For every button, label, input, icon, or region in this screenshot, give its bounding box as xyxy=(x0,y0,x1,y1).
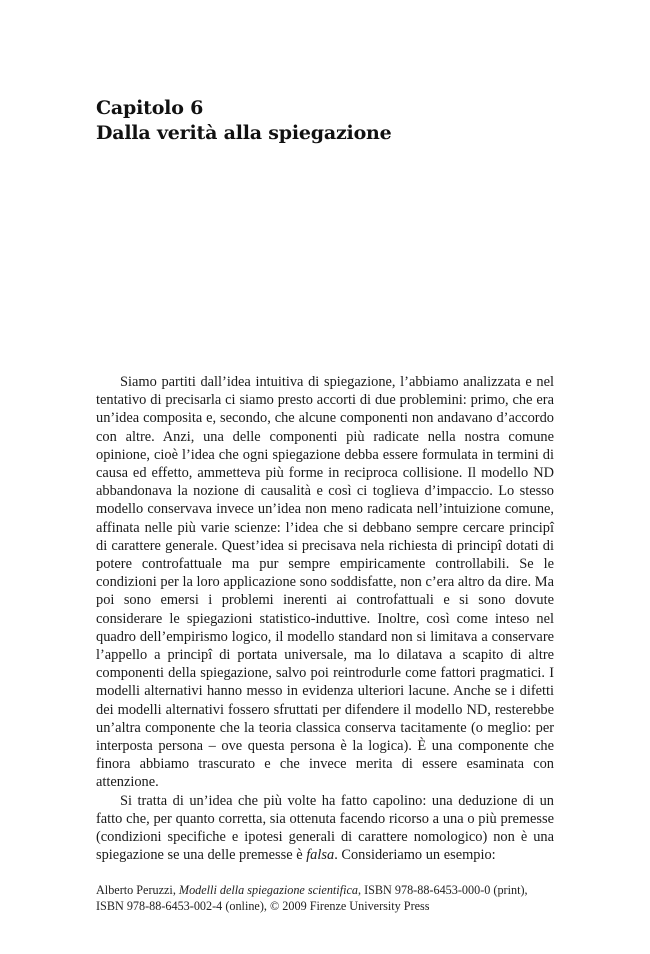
paragraph-text: Siamo partiti dall’idea intuitiva di spiegazione, l’abbiamo analizzata e nel tentativo di precisarla ci siamo presto accorti di due problemini: primo, che era un’idea composita e, secondo, che alcune componenti non andavano d’accordo con altre. Anzi, una delle componenti più radicate nella nostra comune opinione, cioè l’idea che ogni spiegazione debba essere formulata in termini di causa ed effetto, ammetteva più forme in reciproca collisione. Il modello ND abbandonava la nozione di causalità e così ci toglieva d’impaccio. Lo stesso modello conservava invece un’idea non meno radicata nell’intuizione comune, affinata nelle più varie scienze: l’idea che si debbano sempre cercare principî di carattere generale. Quest’idea si precisava nela richiesta di principî dotati di potere controfattuale ma pur sempre empiricamente controllabili. Se le condizioni per la loro applicazione sono soddisfatte, non c’era altro da dire. Ma poi sono emersi i problemi inerenti ai controfattuali e si sono dovute considerare le spiegazioni statistico-induttive. Inoltre, così come inteso nel quadro dell’empirismo logico, il modello standard non si limitava a conservare l’appello a principî di portata universale, ma lo dilatava a scapito di altre componenti della spiegazione, salvo poi reintrodurle come fattori pragmatici. I modelli alternativi hanno messo in evidenza ulteriori lacune. Anche se i difetti dei modelli alternativi fossero sfruttati per difendere il modello ND, resterebbe un’altra componente che la teoria classica conserva tacitamente (o meglio: per interposta persona – ove questa persona è la logica). È una componente che finora abbiamo trascurato e che invece merita di essere esaminata con attenzione. xyxy=(96,374,554,791)
chapter-number: Capitolo 6 xyxy=(96,97,204,119)
page-footer xyxy=(96,882,556,914)
paragraph xyxy=(96,373,554,792)
footer-author: Alberto Peruzzi, xyxy=(96,883,179,897)
paragraph-text-end: . Consideriamo un esempio: xyxy=(334,847,496,864)
paragraph-text: Si tratta di un’idea che più volte ha fatto capolino: una deduzione di un fatto che, per quanto corretta, sia ottenuta facendo ricorso a una o più premesse (condizioni specifiche e ipotesi generali di carattere nomologico) non è una spiegazione se una delle premesse è xyxy=(96,792,554,864)
paragraph xyxy=(96,792,554,865)
footer-book-title: Modelli della spiegazione scientifica xyxy=(178,883,358,897)
chapter-body xyxy=(96,373,554,864)
emphasis-text: falsa xyxy=(306,847,335,864)
footer-details: , ISBN 978-88-6453-000-0 (print), ISBN 978-88-6453-002-4 (online), © 2009 Firenze University Press xyxy=(96,883,528,913)
chapter-heading xyxy=(96,96,566,146)
chapter-title: Dalla verità alla spiegazione xyxy=(96,122,392,144)
